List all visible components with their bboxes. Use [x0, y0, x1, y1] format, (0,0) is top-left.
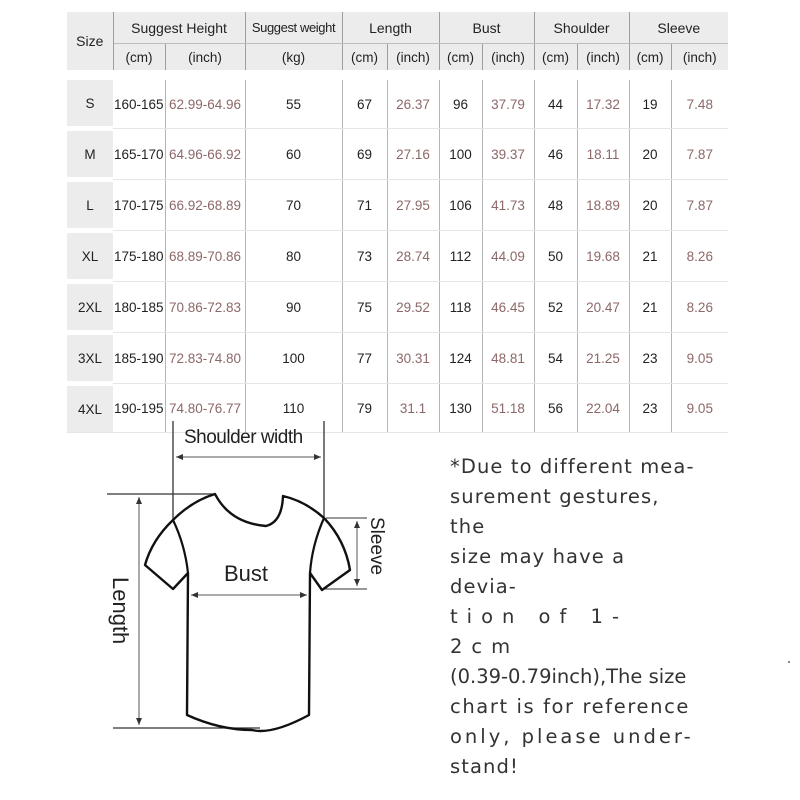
bust-inch: 46.45	[482, 282, 534, 333]
header-shoulder: Shoulder	[534, 12, 629, 44]
table-header	[67, 12, 728, 75]
shoulder-cm: 56	[534, 384, 577, 433]
weight-kg: 110	[245, 384, 342, 433]
header-sleeve: Sleeve	[629, 12, 728, 44]
header-bust: Bust	[439, 12, 534, 44]
sleeve-cm: 23	[629, 333, 671, 384]
weight-kg: 100	[245, 333, 342, 384]
table-body	[67, 75, 728, 433]
note-line: stand!	[450, 755, 519, 778]
length-cm: 71	[342, 180, 387, 231]
bust-inch: 39.37	[482, 129, 534, 180]
table-row	[67, 129, 728, 180]
table-row	[67, 75, 728, 129]
bust-inch: 51.18	[482, 384, 534, 433]
sleeve-cm: 21	[629, 282, 671, 333]
length-inch: 26.37	[387, 75, 439, 129]
size-label: 4XL	[67, 384, 113, 433]
unit-shoulder-cm: (cm)	[534, 44, 577, 76]
shoulder-inch: 18.11	[577, 129, 629, 180]
sleeve-inch: 7.87	[671, 180, 728, 231]
unit-length-cm: (cm)	[342, 44, 387, 76]
height-cm: 170-175	[113, 180, 165, 231]
size-label: S	[67, 75, 113, 129]
length-label: Length	[108, 577, 133, 645]
height-cm: 180-185	[113, 282, 165, 333]
height-inch: 74.80-76.77	[165, 384, 245, 433]
note-line: tion of 1-2cm	[450, 605, 628, 658]
shoulder-inch: 19.68	[577, 231, 629, 282]
height-inch: 66.92-68.89	[165, 180, 245, 231]
measurement-disclaimer	[450, 452, 695, 782]
length-cm: 77	[342, 333, 387, 384]
unit-height-cm: (cm)	[113, 44, 165, 76]
bust-cm: 124	[439, 333, 482, 384]
weight-kg: 55	[245, 75, 342, 129]
bust-cm: 112	[439, 231, 482, 282]
sleeve-inch: 8.26	[671, 282, 728, 333]
shoulder-cm: 50	[534, 231, 577, 282]
unit-bust-inch: (inch)	[482, 44, 534, 76]
table-row	[67, 180, 728, 231]
note-line: *Due to different mea-	[450, 455, 695, 478]
table-row	[67, 231, 728, 282]
height-inch: 68.89-70.86	[165, 231, 245, 282]
height-cm: 190-195	[113, 384, 165, 433]
unit-length-inch: (inch)	[387, 44, 439, 76]
sleeve-cm: 21	[629, 231, 671, 282]
sleeve-inch: 9.05	[671, 384, 728, 433]
unit-shoulder-inch: (inch)	[577, 44, 629, 76]
length-inch: 29.52	[387, 282, 439, 333]
bust-cm: 130	[439, 384, 482, 433]
size-label: M	[67, 129, 113, 180]
sleeve-cm: 20	[629, 180, 671, 231]
weight-kg: 90	[245, 282, 342, 333]
size-chart-table	[67, 12, 728, 433]
shoulder-inch: 20.47	[577, 282, 629, 333]
length-cm: 69	[342, 129, 387, 180]
bust-cm: 118	[439, 282, 482, 333]
bust-label: Bust	[224, 561, 269, 586]
sleeve-cm: 20	[629, 129, 671, 180]
shoulder-inch: 17.32	[577, 75, 629, 129]
length-cm: 79	[342, 384, 387, 433]
unit-weight-kg: (kg)	[245, 44, 342, 76]
bust-inch: 41.73	[482, 180, 534, 231]
unit-height-inch: (inch)	[165, 44, 245, 76]
shoulder-cm: 52	[534, 282, 577, 333]
length-inch: 27.95	[387, 180, 439, 231]
header-suggest-weight: Suggest weight	[245, 12, 342, 44]
bust-inch: 37.79	[482, 75, 534, 129]
unit-bust-cm: (cm)	[439, 44, 482, 76]
height-cm: 175-180	[113, 231, 165, 282]
shoulder-cm: 48	[534, 180, 577, 231]
bust-cm: 96	[439, 75, 482, 129]
length-cm: 73	[342, 231, 387, 282]
shoulder-cm: 46	[534, 129, 577, 180]
height-inch: 72.83-74.80	[165, 333, 245, 384]
note-line: (0.39-0.79inch),The size	[450, 665, 687, 688]
sleeve-inch: 7.87	[671, 129, 728, 180]
bust-cm: 106	[439, 180, 482, 231]
length-cm: 67	[342, 75, 387, 129]
height-inch: 62.99-64.96	[165, 75, 245, 129]
size-chart-table-wrap	[67, 12, 728, 433]
weight-kg: 70	[245, 180, 342, 231]
height-cm: 185-190	[113, 333, 165, 384]
tshirt-measurement-diagram	[100, 405, 420, 745]
shoulder-inch: 18.89	[577, 180, 629, 231]
shoulder-cm: 54	[534, 333, 577, 384]
unit-sleeve-cm: (cm)	[629, 44, 671, 76]
height-inch: 64.96-66.92	[165, 129, 245, 180]
length-inch: 31.1	[387, 384, 439, 433]
length-inch: 27.16	[387, 129, 439, 180]
height-cm: 160-165	[113, 75, 165, 129]
stray-dot	[788, 661, 790, 663]
weight-kg: 60	[245, 129, 342, 180]
shoulder-inch: 22.04	[577, 384, 629, 433]
weight-kg: 80	[245, 231, 342, 282]
size-label: 2XL	[67, 282, 113, 333]
header-size: Size	[67, 12, 113, 75]
height-cm: 165-170	[113, 129, 165, 180]
table-row	[67, 282, 728, 333]
sleeve-inch: 8.26	[671, 231, 728, 282]
header-suggest-height: Suggest Height	[113, 12, 245, 44]
shoulder-cm: 44	[534, 75, 577, 129]
sleeve-cm: 19	[629, 75, 671, 129]
size-label: 3XL	[67, 333, 113, 384]
sleeve-cm: 23	[629, 384, 671, 433]
shoulder-width-label: Shoulder width	[184, 427, 303, 448]
length-inch: 30.31	[387, 333, 439, 384]
length-cm: 75	[342, 282, 387, 333]
sleeve-inch: 7.48	[671, 75, 728, 129]
note-line: surement gestures, the	[450, 485, 660, 538]
note-line: only, please under-	[450, 725, 694, 748]
height-inch: 70.86-72.83	[165, 282, 245, 333]
header-length: Length	[342, 12, 439, 44]
shoulder-inch: 21.25	[577, 333, 629, 384]
note-line: size may have a devia-	[450, 545, 626, 598]
table-row	[67, 333, 728, 384]
length-inch: 28.74	[387, 231, 439, 282]
sleeve-inch: 9.05	[671, 333, 728, 384]
bust-inch: 48.81	[482, 333, 534, 384]
bust-cm: 100	[439, 129, 482, 180]
sleeve-label: Sleeve	[366, 517, 387, 576]
size-label: XL	[67, 231, 113, 282]
bust-inch: 44.09	[482, 231, 534, 282]
unit-sleeve-inch: (inch)	[671, 44, 728, 76]
note-line: chart is for reference	[450, 695, 690, 718]
size-label: L	[67, 180, 113, 231]
